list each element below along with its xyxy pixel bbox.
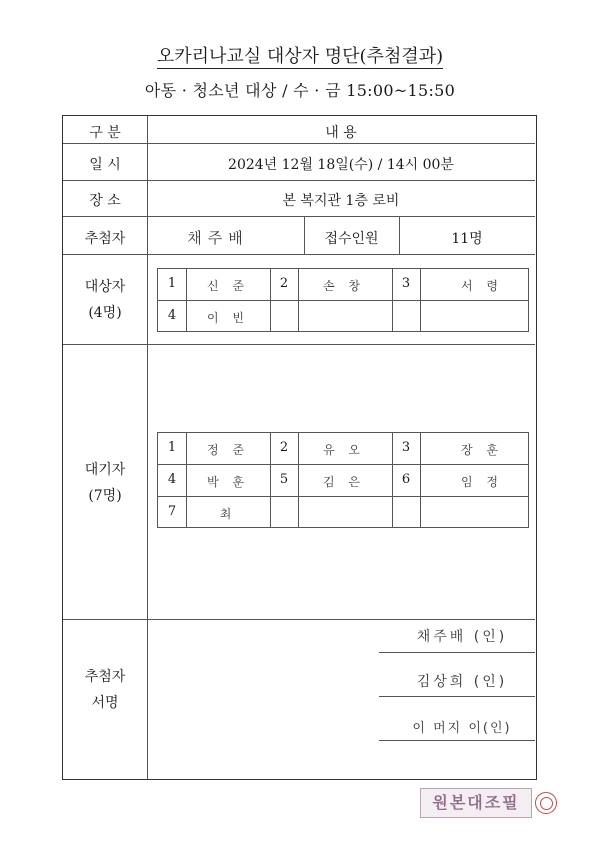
list-item-number: 3	[401, 440, 411, 455]
row-divider	[63, 344, 535, 345]
list-item-number: 2	[279, 276, 289, 291]
signature-label-line2: 서명	[91, 695, 119, 711]
list-item-name: 최	[219, 507, 237, 521]
count-value: 11명	[451, 231, 483, 247]
document-subtitle: 아동 · 청소년 대상 / 수 · 금 15:00~15:50	[144, 81, 456, 100]
waiting-count: (7명)	[88, 488, 122, 504]
list-item-name: 유 오	[323, 443, 365, 457]
signature-1: 채주배 (인)	[416, 629, 508, 645]
row-divider	[63, 216, 535, 217]
original-verified-stamp: 원본대조필	[420, 788, 532, 818]
date-label: 일 시	[89, 157, 121, 173]
header-label: 구 분	[89, 125, 121, 141]
drawer-label: 추첨자	[84, 231, 126, 247]
list-item-name: 김 은	[323, 475, 365, 489]
list-item-number: 4	[167, 308, 177, 323]
list-item-name: 신 준	[207, 279, 249, 293]
header-value: 내 용	[325, 125, 357, 141]
signature-3: 이 머지 이(인)	[412, 721, 512, 736]
list-item-number: 1	[167, 440, 177, 455]
signature-line	[379, 696, 535, 697]
place-label: 장 소	[89, 193, 121, 209]
selected-grid	[157, 268, 529, 332]
list-item-name: 정 준	[207, 443, 249, 457]
list-item-name: 손 창	[323, 279, 365, 293]
signature-label-line1: 추첨자	[84, 669, 126, 685]
list-item-name: 박 훈	[207, 475, 249, 489]
list-item-number: 5	[279, 472, 289, 487]
list-item-number: 1	[167, 276, 177, 291]
drawer-signature: 채주배	[187, 229, 249, 247]
list-item-number: 7	[167, 504, 177, 519]
list-item-name: 장 훈	[461, 443, 503, 457]
list-item-number: 3	[401, 276, 411, 291]
list-item-number: 4	[167, 472, 177, 487]
list-item-number: 6	[401, 472, 411, 487]
document-title: 오카리나교실 대상자 명단(추첨결과)	[156, 46, 444, 67]
list-item-number: 2	[279, 440, 289, 455]
list-item-name: 임 정	[461, 475, 503, 489]
row-divider	[63, 619, 535, 620]
signature-line	[379, 652, 535, 653]
list-item-name: 서 령	[461, 279, 503, 293]
date-value: 2024년 12월 18일(수) / 14시 00분	[228, 157, 454, 173]
list-item-name: 이 빈	[207, 311, 249, 325]
row-divider	[63, 180, 535, 181]
selected-count: (4명)	[88, 305, 122, 321]
signature-line	[379, 740, 535, 741]
row-divider	[63, 143, 535, 144]
seal-icon	[535, 792, 557, 814]
signature-2: 김상희 (인)	[416, 674, 508, 690]
roster-table	[62, 115, 537, 780]
count-label: 접수인원	[324, 231, 379, 247]
row-divider	[63, 254, 535, 255]
selected-label: 대상자	[84, 279, 126, 295]
place-value: 본 복지관 1층 로비	[282, 193, 400, 209]
waiting-label: 대기자	[84, 462, 126, 478]
waiting-grid	[157, 432, 529, 528]
